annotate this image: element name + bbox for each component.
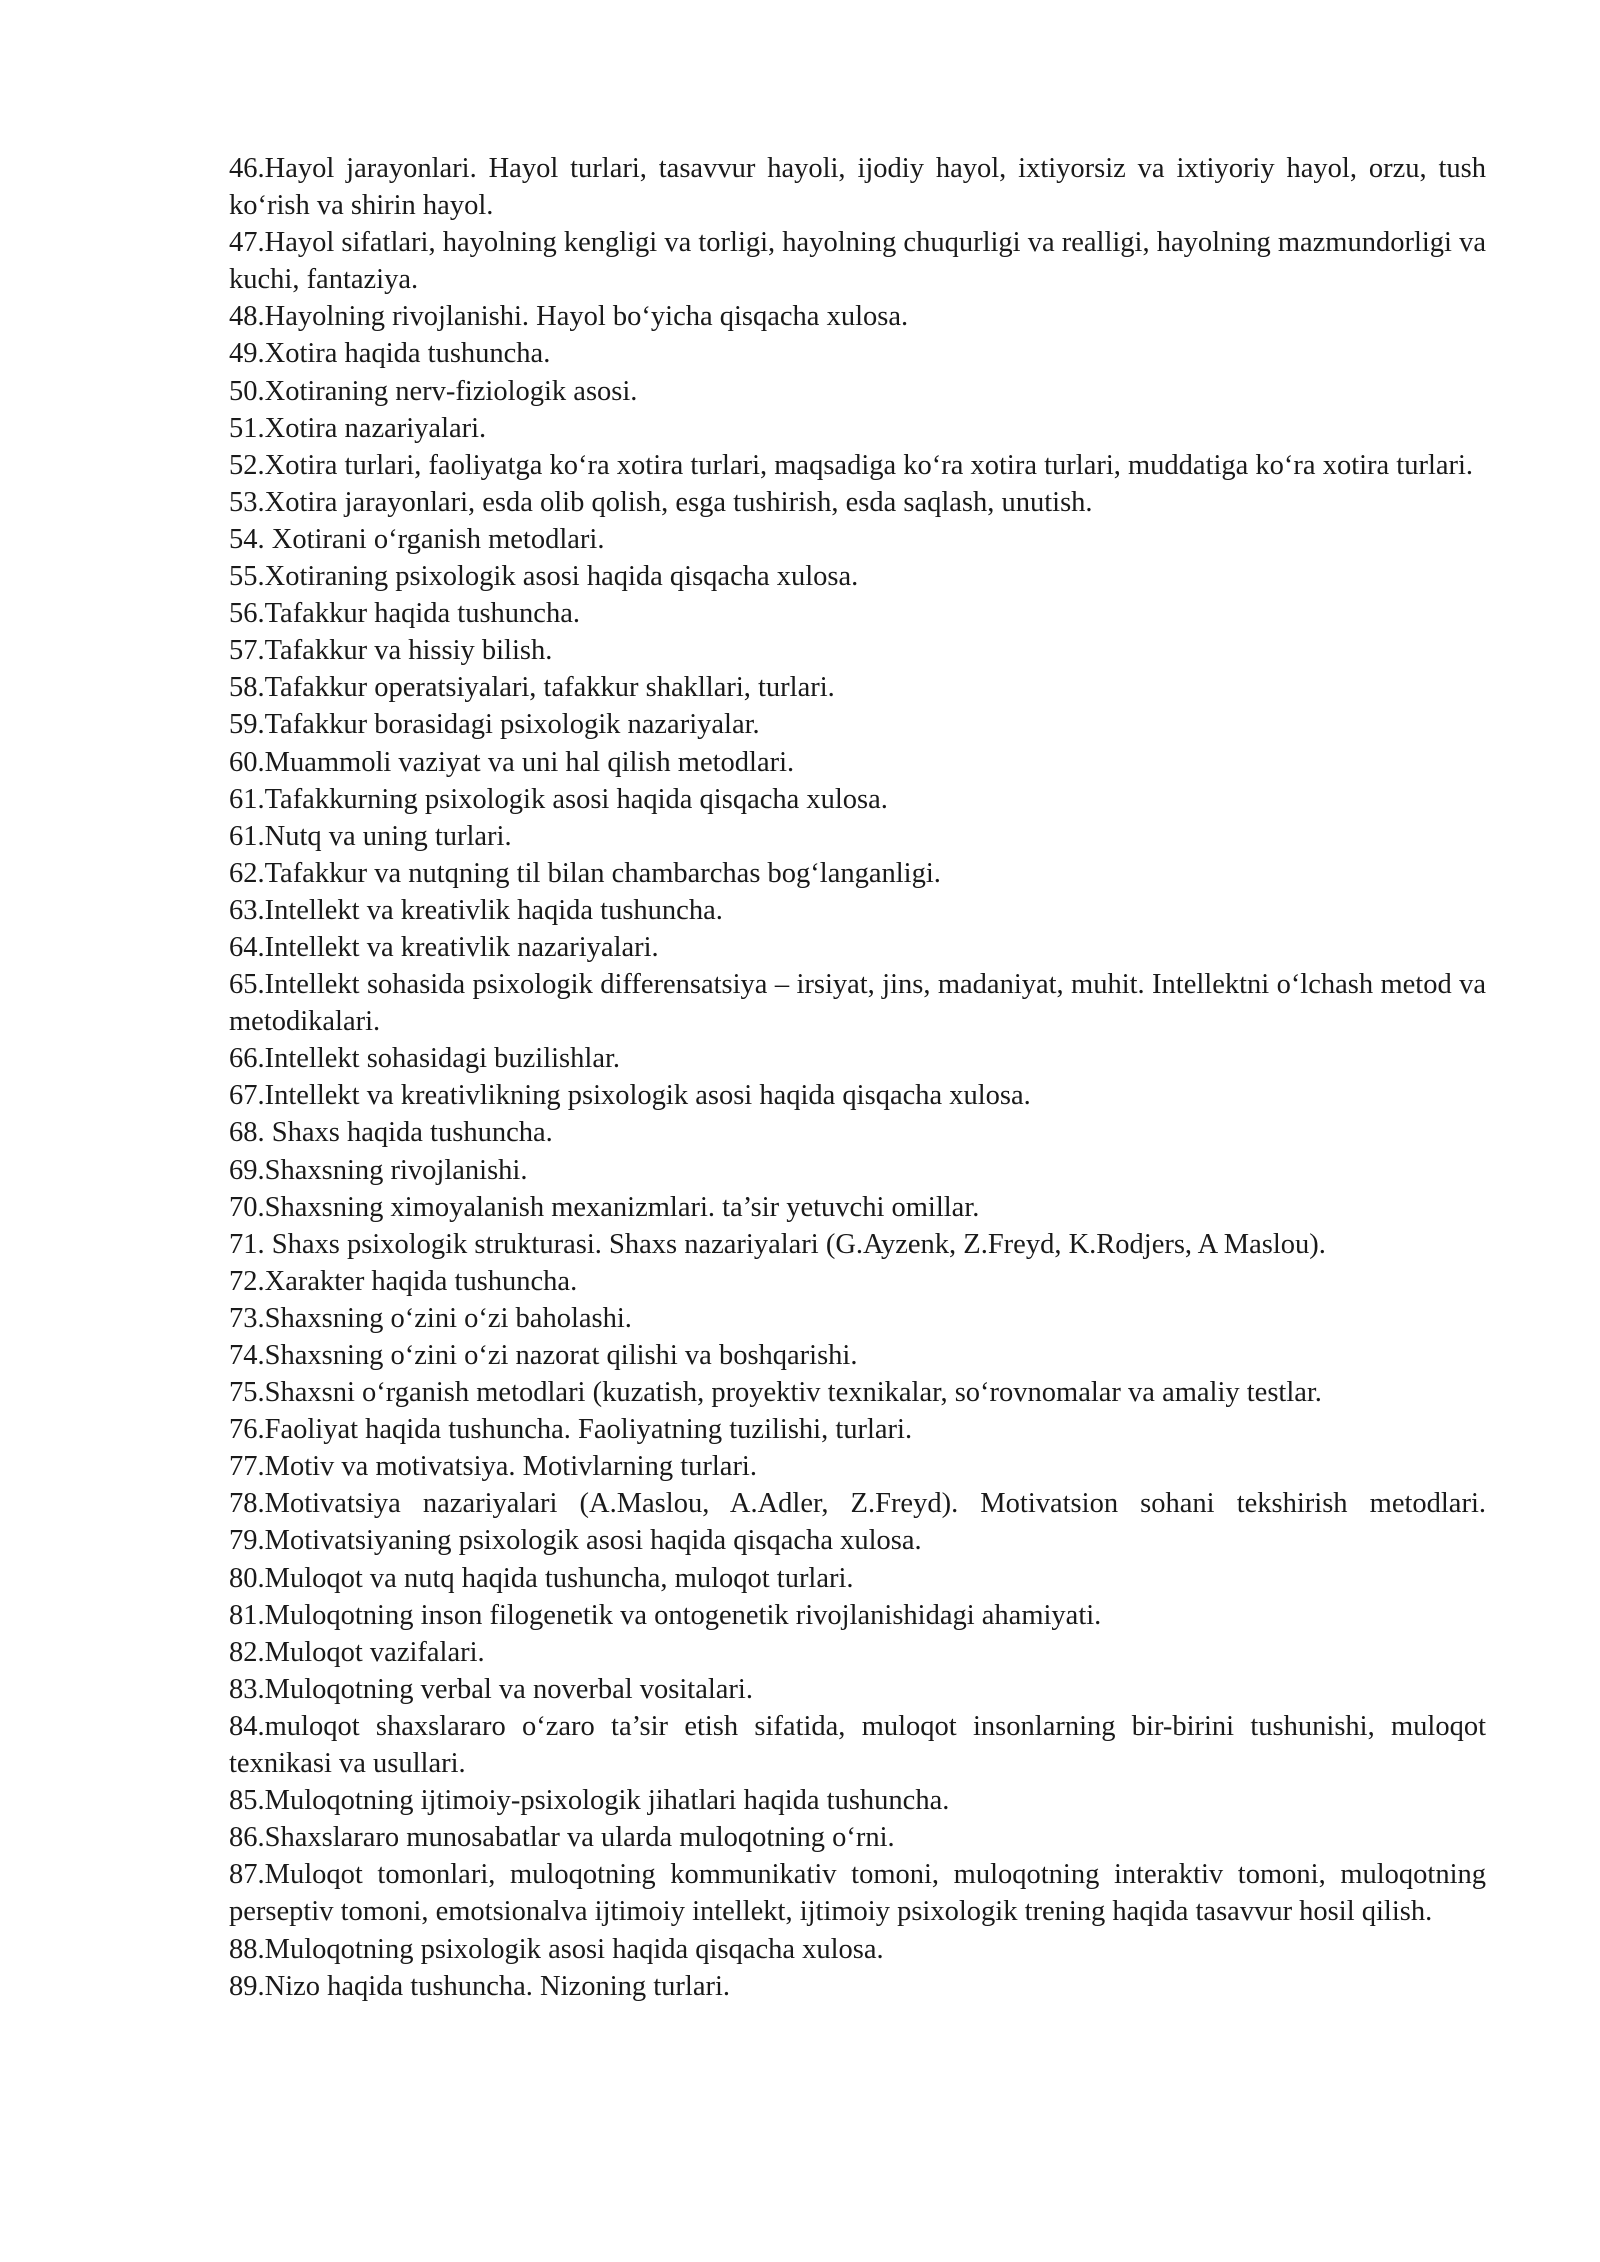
list-item: 49.Xotira haqida tushuncha. bbox=[229, 338, 551, 370]
list-item: 67.Intellekt va kreativlikning psixologik asosi haqida qisqacha xulosa. bbox=[229, 1080, 1031, 1112]
list-item: 70.Shaxsning ximoyalanish mexanizmlari. ta’sir yetuvchi omillar. bbox=[229, 1191, 980, 1223]
list-item: 54. Xotirani o‘rganish metodlari. bbox=[229, 523, 605, 555]
list-item: 76.Faoliyat haqida tushuncha. Faoliyatning tuzilishi, turlari. bbox=[229, 1414, 913, 1446]
list-item: 59.Tafakkur borasidagi psixologik nazariyalar. bbox=[229, 709, 760, 741]
list-item: 72.Xarakter haqida tushuncha. bbox=[229, 1265, 578, 1297]
list-item: 52.Xotira turlari, faoliyatga ko‘ra xotira turlari, maqsadiga ko‘ra xotira turlari, muddatiga ko‘ra xotira turlari. bbox=[229, 449, 1474, 481]
list-item: 65.Intellekt sohasida psixologik differensatsiya – irsiyat, jins, madaniyat, muhit. Intellektni o‘lchash metod va metodikalari. bbox=[229, 969, 1486, 1038]
list-item: 83.Muloqotning verbal va noverbal vositalari. bbox=[229, 1673, 753, 1705]
list-item: 68. Shaxs haqida tushuncha. bbox=[229, 1117, 553, 1149]
list-item: 69.Shaxsning rivojlanishi. bbox=[229, 1154, 528, 1186]
list-item: 82.Muloqot vazifalari. bbox=[229, 1636, 485, 1668]
list-item: 89.Nizo haqida tushuncha. Nizoning turlari. bbox=[229, 1970, 731, 2002]
list-item: 75.Shaxsni o‘rganish metodlari (kuzatish, proyektiv texnikalar, so‘rovnomalar va amaliy testlar. bbox=[229, 1377, 1322, 1409]
list-item: 81.Muloqotning inson filogenetik va ontogenetik rivojlanishidagi ahamiyati. bbox=[229, 1599, 1102, 1631]
list-item: 60.Muammoli vaziyat va uni hal qilish metodlari. bbox=[229, 746, 795, 778]
list-item: 74.Shaxsning o‘zini o‘zi nazorat qilishi va boshqarishi. bbox=[229, 1340, 858, 1371]
list-item: 46.Hayol jarayonlari. Hayol turlari, tasavvur hayoli, ijodiy hayol, ixtiyorsiz va ixtiyoriy hayol, orzu, tush ko‘rish va shirin hayol. bbox=[229, 153, 1486, 222]
list-item: 57.Tafakkur va hissiy bilish. bbox=[229, 635, 553, 667]
list-item: 87.Muloqot tomonlari, muloqotning kommunikativ tomoni, muloqotning interaktiv tomoni, muloqotning perseptiv tomoni, emotsionalva ijtimoiy intellekt, ijtimoiy psixologik trening haqida tasavvur hosil qilish. bbox=[229, 1859, 1486, 1928]
list-item: 61.Nutq va uning turlari. bbox=[229, 820, 512, 852]
question-list bbox=[229, 150, 1486, 2005]
list-item: 53.Xotira jarayonlari, esda olib qolish, esga tushirish, esda saqlash, unutish. bbox=[229, 486, 1093, 518]
list-item: 48.Hayolning rivojlanishi. Hayol bo‘yicha qisqacha xulosa. bbox=[229, 301, 909, 333]
list-item: 58.Tafakkur operatsiyalari, tafakkur shakllari, turlari. bbox=[229, 672, 835, 704]
list-item: 84.muloqot shaxslararo o‘zaro ta’sir etish sifatida, muloqot insonlarning bir-birini tushunishi, muloqot texnikasi va usullari. bbox=[229, 1710, 1486, 1780]
list-item: 88.Muloqotning psixologik asosi haqida qisqacha xulosa. bbox=[229, 1933, 884, 1965]
list-item: 86.Shaxslararo munosabatlar va ularda muloqotning o‘rni. bbox=[229, 1822, 895, 1854]
list-item: 55.Xotiraning psixologik asosi haqida qisqacha xulosa. bbox=[229, 561, 859, 593]
list-item: 47.Hayol sifatlari, hayolning kengligi va torligi, hayolning chuqurligi va realligi, hayolning mazmundorligi va kuchi, fantaziya. bbox=[229, 227, 1486, 296]
list-item: 78.Motivatsiya nazariyalari (A.Maslou, A.Adler, Z.Freyd). Motivatsion sohani tekshirish metodlari. 79.Motivatsiyaning psixologik asosi haqida qisqacha xulosa. bbox=[229, 1488, 1486, 1557]
list-item: 62.Tafakkur va nutqning til bilan chambarchas bog‘langanligi. bbox=[229, 857, 941, 889]
list-item: 66.Intellekt sohasidagi buzilishlar. bbox=[229, 1043, 621, 1075]
list-item: 56.Tafakkur haqida tushuncha. bbox=[229, 598, 580, 630]
list-item: 51.Xotira nazariyalari. bbox=[229, 412, 487, 444]
list-item: 85.Muloqotning ijtimoiy-psixologik jihatlari haqida tushuncha. bbox=[229, 1785, 950, 1817]
list-item: 77.Motiv va motivatsiya. Motivlarning turlari. bbox=[229, 1451, 757, 1483]
list-item: 80.Muloqot va nutq haqida tushuncha, muloqot turlari. bbox=[229, 1562, 854, 1594]
list-item: 73.Shaxsning o‘zini o‘zi baholashi. bbox=[229, 1302, 632, 1334]
list-item: 50.Xotiraning nerv-fiziologik asosi. bbox=[229, 375, 638, 407]
list-item: 63.Intellekt va kreativlik haqida tushuncha. bbox=[229, 894, 723, 926]
list-item: 61.Tafakkurning psixologik asosi haqida qisqacha xulosa. bbox=[229, 783, 888, 815]
list-item: 64.Intellekt va kreativlik nazariyalari. bbox=[229, 931, 659, 963]
list-item: 71. Shaxs psixologik strukturasi. Shaxs nazariyalari (G.Ayzenk, Z.Freyd, K.Rodjers, A Maslou). bbox=[229, 1228, 1326, 1260]
